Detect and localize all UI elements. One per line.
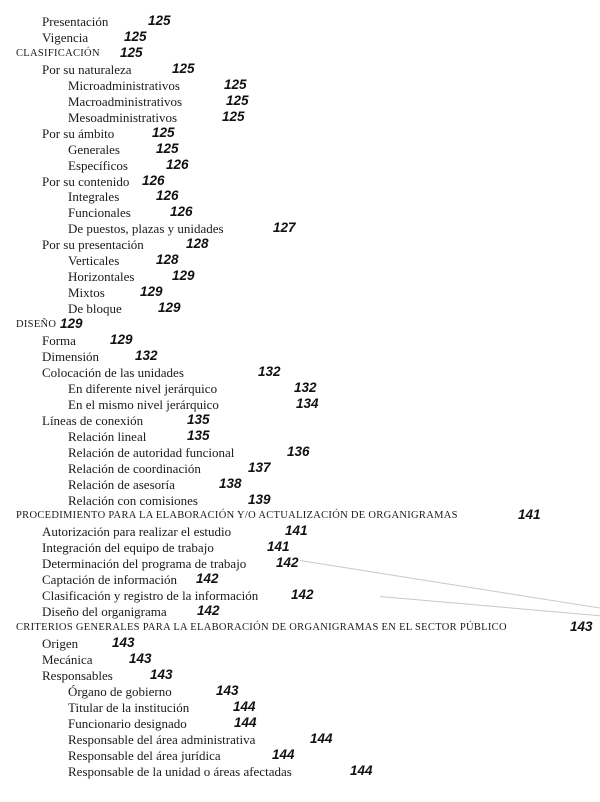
toc-entry-title: Diseño del organigrama: [42, 604, 167, 620]
toc-entry-title: Responsable del área administrativa: [68, 731, 256, 747]
toc-entry-title: Forma: [42, 333, 76, 348]
toc-entry-title: Relación de coordinación: [68, 460, 201, 476]
toc-page-number: 144: [233, 698, 256, 714]
toc-page-number: 138: [219, 475, 242, 491]
toc-page-number: 143: [150, 666, 173, 682]
toc-page-number: 144: [234, 714, 257, 730]
toc-page-number: 125: [226, 92, 249, 108]
toc-page-number: 126: [170, 204, 193, 220]
toc-page-number: 141: [285, 523, 308, 539]
toc-entry-title: Relación lineal: [68, 428, 147, 444]
toc-entry-title: Mecánica: [42, 652, 93, 667]
toc-page-number: 143: [570, 619, 593, 635]
toc-page-number: 129: [110, 332, 133, 347]
toc-page-number: 125: [120, 44, 143, 60]
toc-page-number: 126: [166, 156, 189, 172]
toc-entry-title: De puestos, plazas y unidades: [68, 221, 224, 237]
toc-page-number: 129: [140, 284, 163, 300]
toc-entry-title: Funcionario designado: [68, 715, 187, 731]
toc-entry-title: Captación de información: [42, 572, 178, 588]
toc-page-number: 143: [112, 635, 135, 651]
toc-entry-title: Horizontales: [68, 269, 135, 285]
toc-entry-title: Por su contenido: [42, 173, 130, 189]
toc-entry-title: Responsable de la unidad o áreas afectadas: [68, 763, 292, 779]
toc-page-number: 132: [135, 347, 158, 363]
toc-page-number: 125: [124, 28, 147, 44]
toc-page-number: 125: [156, 140, 179, 156]
toc-page-number: 139: [248, 491, 271, 507]
scan-streak: [300, 560, 600, 611]
toc-entry-title: Determinación del programa de trabajo: [42, 556, 247, 572]
toc-entry-title: De bloque: [68, 301, 122, 317]
toc-entry-title: Responsables: [42, 667, 113, 683]
toc-entry-title: Mixtos: [68, 285, 105, 301]
toc-entry-title: Verticales: [68, 253, 120, 269]
toc-page-number: 125: [222, 108, 245, 124]
toc-page-number: 135: [187, 411, 210, 427]
toc-page-number: 142: [276, 555, 299, 571]
toc-entry-title: Autorización para realizar el estudio: [42, 524, 232, 540]
toc-entry-title: Generales: [68, 141, 120, 157]
toc-entry-title: Colocación de las unidades: [42, 364, 184, 380]
toc-entry-title: Funcionales: [68, 205, 131, 221]
toc-entry-title: Por su naturaleza: [42, 61, 132, 77]
toc-entry-title: Relación de autoridad funcional: [68, 444, 235, 460]
toc-entry-title: Relación con comisiones: [68, 492, 198, 508]
toc-entry-title: Relación de asesoría: [68, 476, 175, 492]
toc-page-number: 141: [267, 539, 290, 555]
toc-page-number: 143: [129, 651, 152, 666]
toc-page-number: 136: [287, 443, 310, 459]
toc-entry-title: DISEÑO: [16, 319, 57, 331]
toc-page-number: 126: [142, 172, 165, 188]
toc-page-number: 142: [197, 603, 220, 619]
toc-entry-title: En diferente nivel jerárquico: [68, 380, 218, 396]
toc-page-number: 134: [296, 395, 319, 411]
toc-page-number: 142: [196, 571, 219, 587]
toc-entry-title: Responsable del área jurídica: [68, 747, 221, 763]
toc-entry-title: Titular de la institución: [68, 699, 190, 715]
toc-entry-title: Integrales: [68, 189, 120, 205]
toc-entry-title: Mesoadministrativos: [68, 109, 178, 125]
toc-entry-title: Microadministrativos: [68, 77, 180, 93]
toc-entry-title: CLASIFICACIÓN: [16, 47, 100, 59]
toc-page-number: 128: [156, 252, 179, 268]
toc-entry-title: Vigencia: [42, 29, 89, 45]
toc-entry-title: Clasificación y registro de la información: [42, 588, 259, 604]
toc-page-number: 144: [272, 746, 295, 762]
toc-page-number: 129: [172, 268, 195, 284]
toc-entry-title: Órgano de gobierno: [68, 683, 172, 699]
toc-page-number: 135: [187, 427, 210, 443]
toc-page-number: 137: [248, 459, 271, 475]
toc-page-number: 125: [152, 124, 175, 140]
toc-page-number: 126: [156, 188, 179, 204]
toc-page-number: 141: [518, 507, 541, 523]
toc-entry-title: Integración del equipo de trabajo: [42, 540, 214, 556]
toc-entry-title: Por su presentación: [42, 237, 144, 253]
toc-entry-title: En el mismo nivel jerárquico: [68, 396, 219, 412]
toc-page-number: 129: [60, 316, 83, 332]
toc-page-number: 125: [148, 13, 171, 28]
toc-page-number: 127: [273, 220, 296, 236]
toc-page-number: 144: [350, 762, 373, 778]
toc-entry-title: Origen: [42, 636, 79, 652]
toc-entry-title: Dimensión: [42, 348, 100, 364]
scan-streak: [380, 596, 600, 619]
toc-entry-title: Líneas de conexión: [42, 412, 144, 428]
toc-entry-title: Específicos: [68, 157, 128, 173]
toc-page-number: 143: [216, 682, 239, 698]
toc-entry-title: CRITERIOS GENERALES PARA LA ELABORACIÓN DE ORGANIGRAMAS EN EL SECTOR PÚBLICO: [16, 622, 507, 634]
toc-page-number: 132: [294, 379, 317, 395]
toc-entry-title: Por su ámbito: [42, 125, 115, 141]
toc-page-number: 144: [310, 730, 333, 746]
toc-page-number: 132: [258, 363, 281, 379]
toc-entry-title: Presentación: [42, 14, 109, 29]
toc-page-number: 129: [158, 300, 181, 316]
toc-page-number: 142: [291, 587, 314, 603]
toc-page-number: 125: [172, 60, 195, 76]
toc-entry-title: PROCEDIMIENTO PARA LA ELABORACIÓN Y/O ACTUALIZACIÓN DE ORGANIGRAMAS: [16, 510, 458, 522]
toc-page-number: 128: [186, 236, 209, 252]
toc-page-number: 125: [224, 76, 247, 92]
toc-entry-title: Macroadministrativos: [68, 93, 183, 109]
